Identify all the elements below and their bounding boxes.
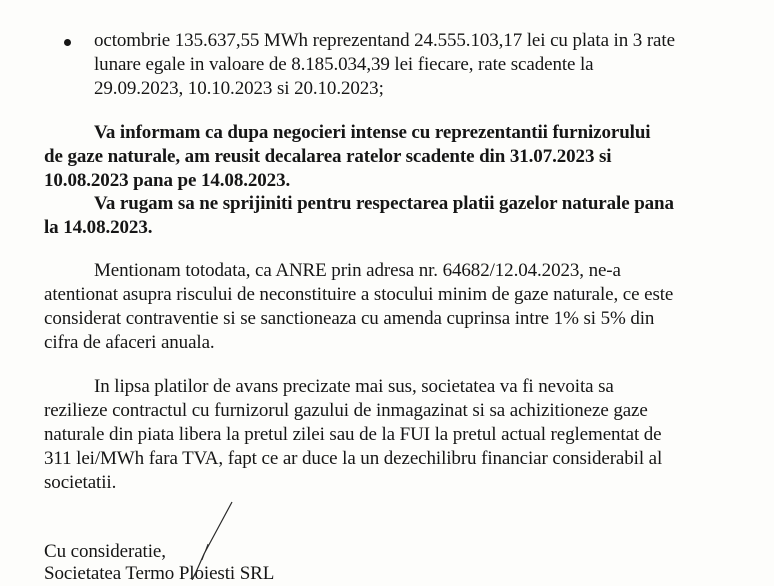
handwritten-signature [180, 500, 240, 580]
advance-line-4: 311 lei/MWh fara TVA, fapt ce ar duce la un dezechilibru financiar considerabil al [44, 448, 663, 469]
bold-para2-line-2: la 14.08.2023. [44, 217, 153, 238]
anre-line-4: cifra de afaceri anuala. [44, 332, 215, 353]
bullet-line-2: lunare egale in valoare de 8.185.034,39 lei fiecare, rate scadente la [94, 54, 594, 75]
advance-line-2: rezilieze contractul cu furnizorul gazului de inmagazinat si sa achizitioneze gaze [44, 400, 648, 421]
bullet-line-1: octombrie 135.637,55 MWh reprezentand 24.555.103,17 lei cu plata in 3 rate [94, 30, 675, 51]
closing-company: Societatea Termo Ploiesti SRL [44, 563, 275, 584]
advance-line-5: societatii. [44, 472, 117, 493]
anre-line-3: considerat contraventie si se sanctioneaza cu amenda cuprinsa intre 1% si 5% din [44, 308, 655, 329]
advance-line-3: naturale din piata libera la pretul zilei sau de la FUI la pretul actual reglementat de [44, 424, 662, 445]
bold-para1-line-1: Va informam ca dupa negocieri intense cu reprezentantii furnizorului [94, 122, 651, 143]
advance-line-1: In lipsa platilor de avans precizate mai sus, societatea va fi nevoita sa [94, 376, 614, 397]
bold-para1-line-2: de gaze naturale, am reusit decalarea ratelor scadente din 31.07.2023 si [44, 146, 612, 167]
bullet-dot [64, 39, 71, 46]
bullet-line-3: 29.09.2023, 10.10.2023 si 20.10.2023; [94, 78, 384, 99]
anre-line-1: Mentionam totodata, ca ANRE prin adresa nr. 64682/12.04.2023, ne-a [94, 260, 621, 281]
closing-greeting: Cu consideratie, [44, 541, 166, 562]
bold-para2-line-1: Va rugam sa ne sprijiniti pentru respectarea platii gazelor naturale pana [94, 193, 674, 214]
bold-para1-line-3: 10.08.2023 pana pe 14.08.2023. [44, 170, 291, 191]
anre-line-2: atentionat asupra riscului de neconstituire a stocului minim de gaze naturale, ce este [44, 284, 674, 305]
